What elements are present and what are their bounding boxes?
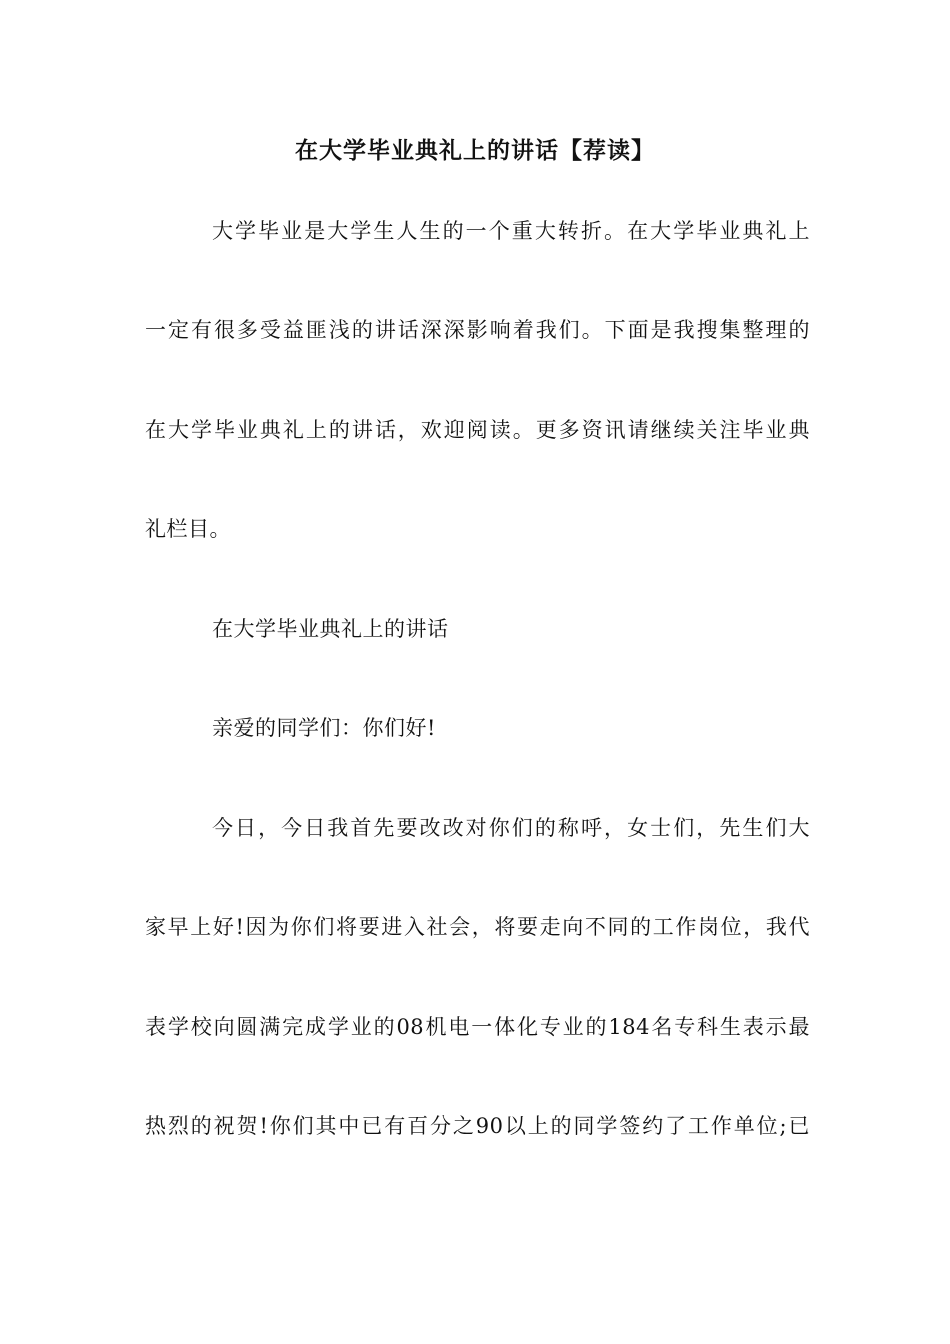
paragraph-line: 礼栏目。 (145, 517, 231, 541)
salutation-line: 亲爱的同学们：你们好! (212, 716, 436, 740)
paragraph-line: 今日，今日我首先要改改对你们的称呼，女士们，先生们大 (212, 816, 810, 840)
paragraph-line: 一定有很多受益匪浅的讲话深深影响着我们。下面是我搜集整理的 (145, 318, 810, 342)
paragraph-line: 表学校向圆满完成学业的08机电一体化专业的184名专科生表示最 (145, 1015, 810, 1039)
paragraph-line: 大学毕业是大学生人生的一个重大转折。在大学毕业典礼上 (212, 219, 810, 243)
paragraph-line: 在大学毕业典礼上的讲话，欢迎阅读。更多资讯请继续关注毕业典 (145, 418, 810, 442)
section-heading: 在大学毕业典礼上的讲话 (212, 617, 449, 641)
paragraph-line: 家早上好!因为你们将要进入社会，将要走向不同的工作岗位，我代 (145, 915, 810, 939)
paragraph-line: 热烈的祝贺!你们其中已有百分之90以上的同学签约了工作单位;已 (145, 1114, 810, 1138)
document-title: 在大学毕业典礼上的讲话【荐读】 (295, 138, 655, 164)
